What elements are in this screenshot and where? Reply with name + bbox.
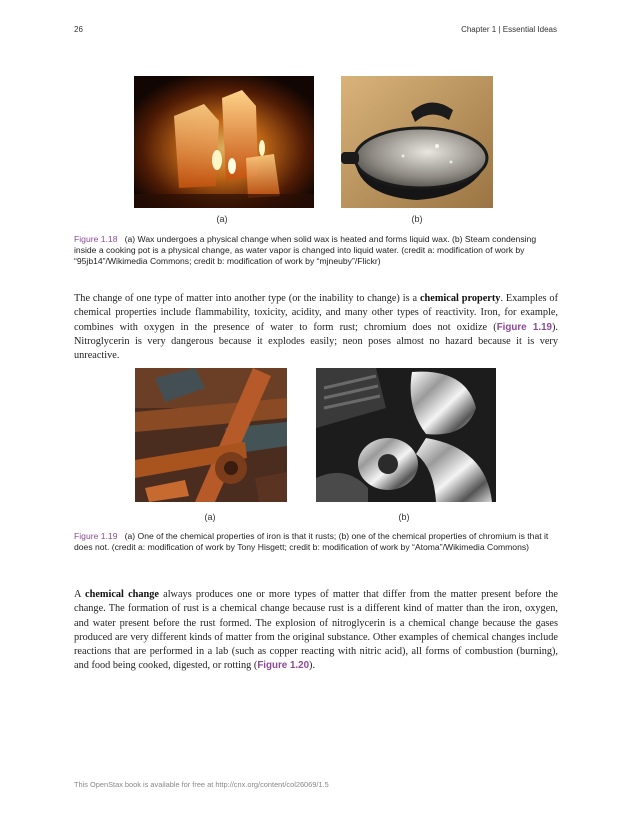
page-number: 26 (74, 25, 83, 34)
chemical-change-term: chemical change (85, 589, 159, 600)
figure-1-18-caption-text: (a) Wax undergoes a physical change when solid wax is heated and forms liquid wax. (b) Steam condensing inside a cooking pot is a physical change, as water vapor is changed into liquid water. (credit a: modification of work by “95jb14”/Wikimedia Commons; credit b: modification of work by “mjneuby”/Flickr) (74, 234, 537, 266)
figure-1-19b-label: (b) (398, 512, 410, 522)
paragraph1-text3: ). Nitroglycerin is very dangerous because it explodes easily; neon poses almost no hazard because it is very unreactive. (74, 321, 558, 362)
paragraph2-text1: A (74, 589, 86, 600)
chrome-engine-photo (316, 368, 496, 502)
paragraph-chemical-property (74, 292, 558, 363)
paragraph2-text3: ). (309, 660, 316, 672)
figure-1-19-caption (74, 531, 558, 553)
candles-photo (134, 76, 314, 208)
chapter-title: Chapter 1 | Essential Ideas (461, 25, 557, 34)
page-footer: This OpenStax book is available for free at http://cnx.org/content/col26069/1.5 (74, 780, 329, 789)
paragraph1-text2: . Examples of chemical properties include flammability, toxicity, acidity, and many other types of reactivity. Iron, for example, combines with oxygen in the presence of water to form rust; chromium does not oxidize ( (74, 293, 558, 333)
paragraph-chemical-change (74, 588, 558, 674)
figure-1-18-caption (74, 234, 558, 267)
figure-1-19-caption-text: (a) One of the chemical properties of iron is that it rusts; (b) one of the chemical properties of chromium is that it does not. (credit a: modification of work by Tony Hisgett; credit b: modification of work by “Atoma”/Wikimedia Commons) (74, 531, 549, 552)
figure-1-19-link[interactable]: Figure 1.19 (496, 321, 552, 333)
figure-1-18b-label: (b) (411, 214, 423, 224)
figure-1-20-link[interactable]: Figure 1.20 (257, 660, 310, 672)
chemical-property-term: chemical property (419, 293, 501, 304)
figure-1-19-label: Figure 1.19 (74, 531, 118, 541)
paragraph2-text2: always produces one or more types of matter that differ from the matter present before the change. The formation of rust is a chemical change because rust is a different kind of matter than the iron, oxygen, and water present before the rust formed. The explosion of nitroglycerin is a chemical change because the gases produced are very different kinds of matter from the original substance. Other examples of chemical changes include reactions that are performed in a lab (such as copper reacting with nitric acid), all forms of combustion (burning), and food being cooked, digested, or rotting ( (74, 589, 558, 672)
cooking-pot-photo (341, 76, 493, 208)
figure-1-18a-label: (a) (216, 214, 228, 224)
rusted-iron-photo (135, 368, 287, 502)
figure-1-18-label: Figure 1.18 (74, 234, 118, 244)
paragraph1-text1: The change of one type of matter into another type (or the inability to change) is a (74, 293, 420, 304)
figure-1-19a-label: (a) (204, 512, 216, 522)
